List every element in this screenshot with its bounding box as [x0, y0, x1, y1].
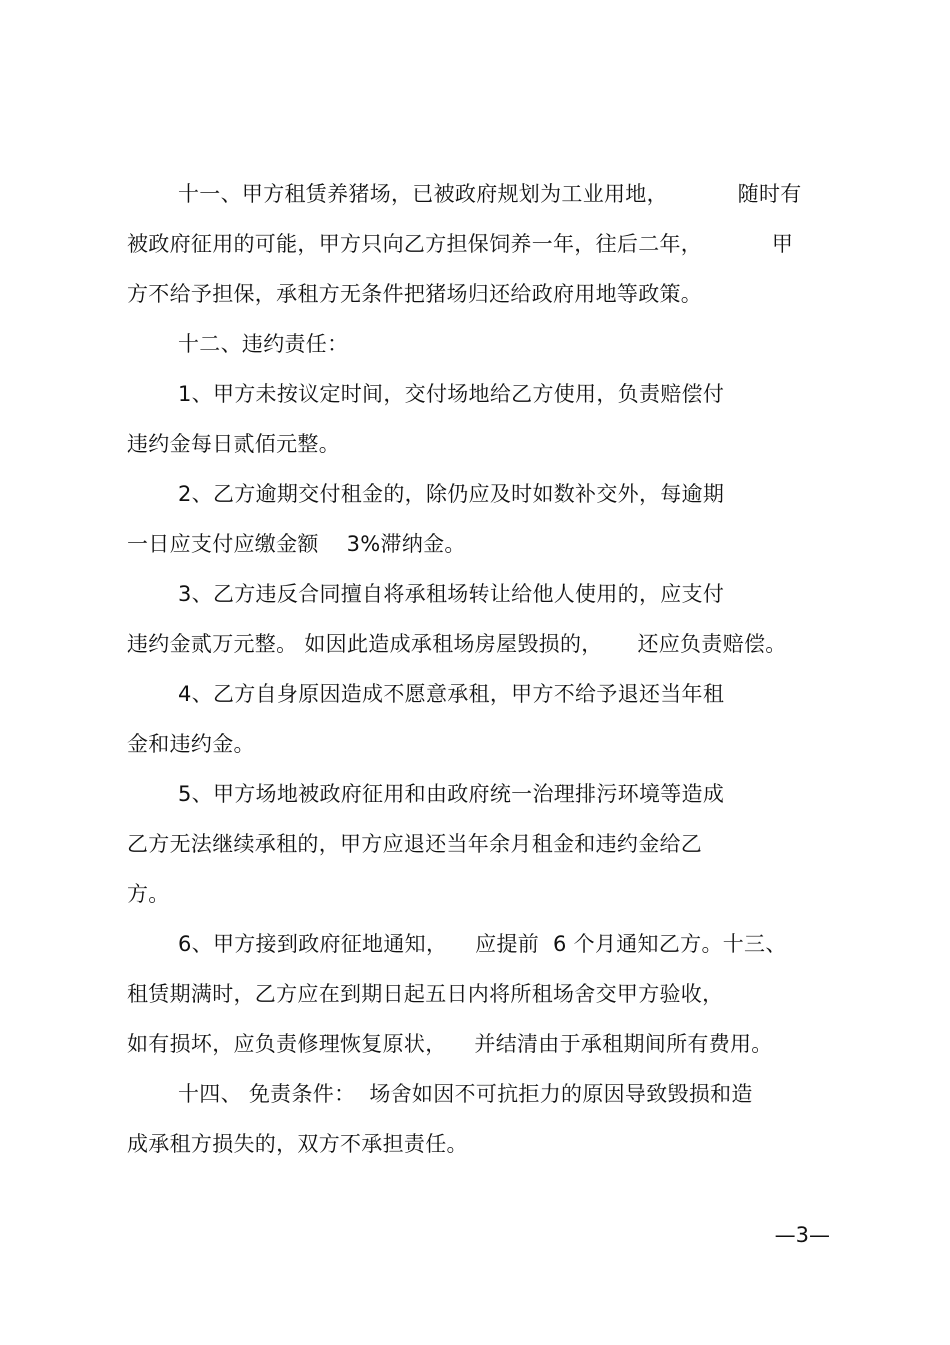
text-line-16: 6、甲方接到政府征地通知， 应提前 6 个月通知乙方。十三、	[178, 932, 787, 956]
text-line-2: 被政府征用的可能，甲方只向乙方担保饲养一年，往后二年， 甲	[127, 232, 794, 256]
text-line-3: 方不给予担保，承租方无条件把猪场归还给政府用地等政策。	[127, 282, 703, 306]
text-line-11: 4、乙方自身原因造成不愿意承租，甲方不给予退还当年租	[178, 682, 725, 706]
text-line-1: 十一、甲方租赁养猪场，已被政府规划为工业用地， 随时有	[178, 182, 802, 206]
text-line-9: 3、乙方违反合同擅自将承租场转让给他人使用的，应支付	[178, 582, 725, 606]
text-line-17: 租赁期满时，乙方应在到期日起五日内将所租场舍交甲方验收，	[127, 982, 724, 1006]
text-line-7: 2、乙方逾期交付租金的，除仍应及时如数补交外，每逾期	[178, 482, 725, 506]
text-line-20: 成承租方损失的，双方不承担责任。	[127, 1132, 468, 1156]
text-line-19: 十四、 免责条件： 场舍如因不可抗拒力的原因导致毁损和造	[178, 1082, 753, 1106]
text-line-6: 违约金每日贰佰元整。	[127, 432, 340, 456]
section-heading-breach: 十二、违约责任：	[178, 332, 349, 356]
text-line-5: 1、甲方未按议定时间，交付场地给乙方使用，负责赔偿付	[178, 382, 725, 406]
text-line-10: 违约金贰万元整。 如因此造成承租场房屋毁损的， 还应负责赔偿。	[127, 632, 787, 656]
text-line-12: 金和违约金。	[127, 732, 255, 756]
text-line-15: 方。	[127, 882, 170, 906]
page-number: —3—	[774, 1223, 830, 1247]
text-line-13: 5、甲方场地被政府征用和由政府统一治理排污环境等造成	[178, 782, 725, 806]
text-line-8: 一日应支付应缴金额 3%滞纳金。	[127, 532, 466, 556]
text-line-14: 乙方无法继续承租的，甲方应退还当年余月租金和违约金给乙	[127, 832, 703, 856]
text-line-18: 如有损坏，应负责修理恢复原状， 并结清由于承租期间所有费用。	[127, 1032, 773, 1056]
